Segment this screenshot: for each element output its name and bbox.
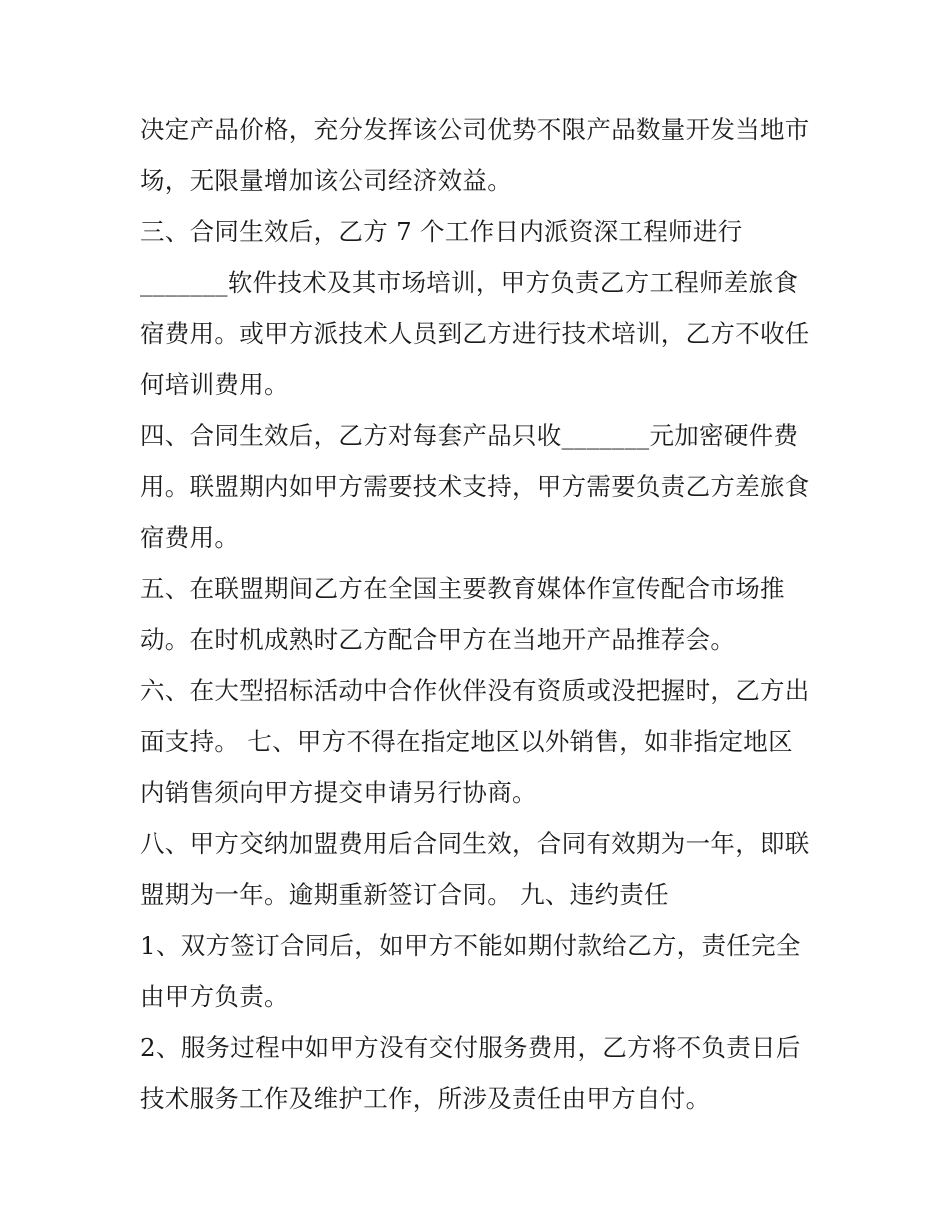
clause-7-line: 面支持。 七、甲方不得在指定地区以外销售，如非指定地区 xyxy=(140,727,793,756)
clause-4-line: 四、合同生效后，乙方对每套产品只收_______元加密硬件费 xyxy=(140,421,799,450)
text-line: _______软件技术及其市场培训，甲方负责乙方工程师差旅食 xyxy=(140,268,799,297)
item-1-line: 1、双方签订合同后，如甲方不能如期付款给乙方，责任完全 xyxy=(140,931,801,960)
text-line: 用。联盟期内如甲方需要技术支持，甲方需要负责乙方差旅食 xyxy=(140,472,810,501)
text-line: 动。在时机成熟时乙方配合甲方在当地开产品推荐会。 xyxy=(140,625,736,654)
document-body xyxy=(140,104,820,1124)
clause-6-line: 六、在大型招标活动中合作伙伴没有资质或没把握时，乙方出 xyxy=(140,676,810,705)
clause-5-line: 五、在联盟期间乙方在全国主要教育媒体作宣传配合市场推 xyxy=(140,574,785,603)
text-line: 技术服务工作及维护工作，所涉及责任由甲方自付。 xyxy=(140,1084,711,1113)
text-line: 由甲方负责。 xyxy=(140,982,289,1011)
text-line: 内销售须向甲方提交申请另行协商。 xyxy=(140,778,537,807)
clause-3-line: 三、合同生效后，乙方 7 个工作日内派资深工程师进行 xyxy=(140,217,743,246)
text-line: 宿费用。或甲方派技术人员到乙方进行技术培训，乙方不收任 xyxy=(140,319,810,348)
item-2-line: 2、服务过程中如甲方没有交付服务费用，乙方将不负责日后 xyxy=(140,1033,801,1062)
text-line: 决定产品价格，充分发挥该公司优势不限产品数量开发当地市 xyxy=(140,115,810,144)
text-line: 宿费用。 xyxy=(140,523,240,552)
clause-9-heading-line: 盟期为一年。逾期重新签订合同。 九、违约责任 xyxy=(140,880,669,909)
text-line: 何培训费用。 xyxy=(140,370,289,399)
text-line: 场，无限量增加该公司经济效益。 xyxy=(140,166,512,195)
clause-8-line: 八、甲方交纳加盟费用后合同生效，合同有效期为一年，即联 xyxy=(140,829,810,858)
